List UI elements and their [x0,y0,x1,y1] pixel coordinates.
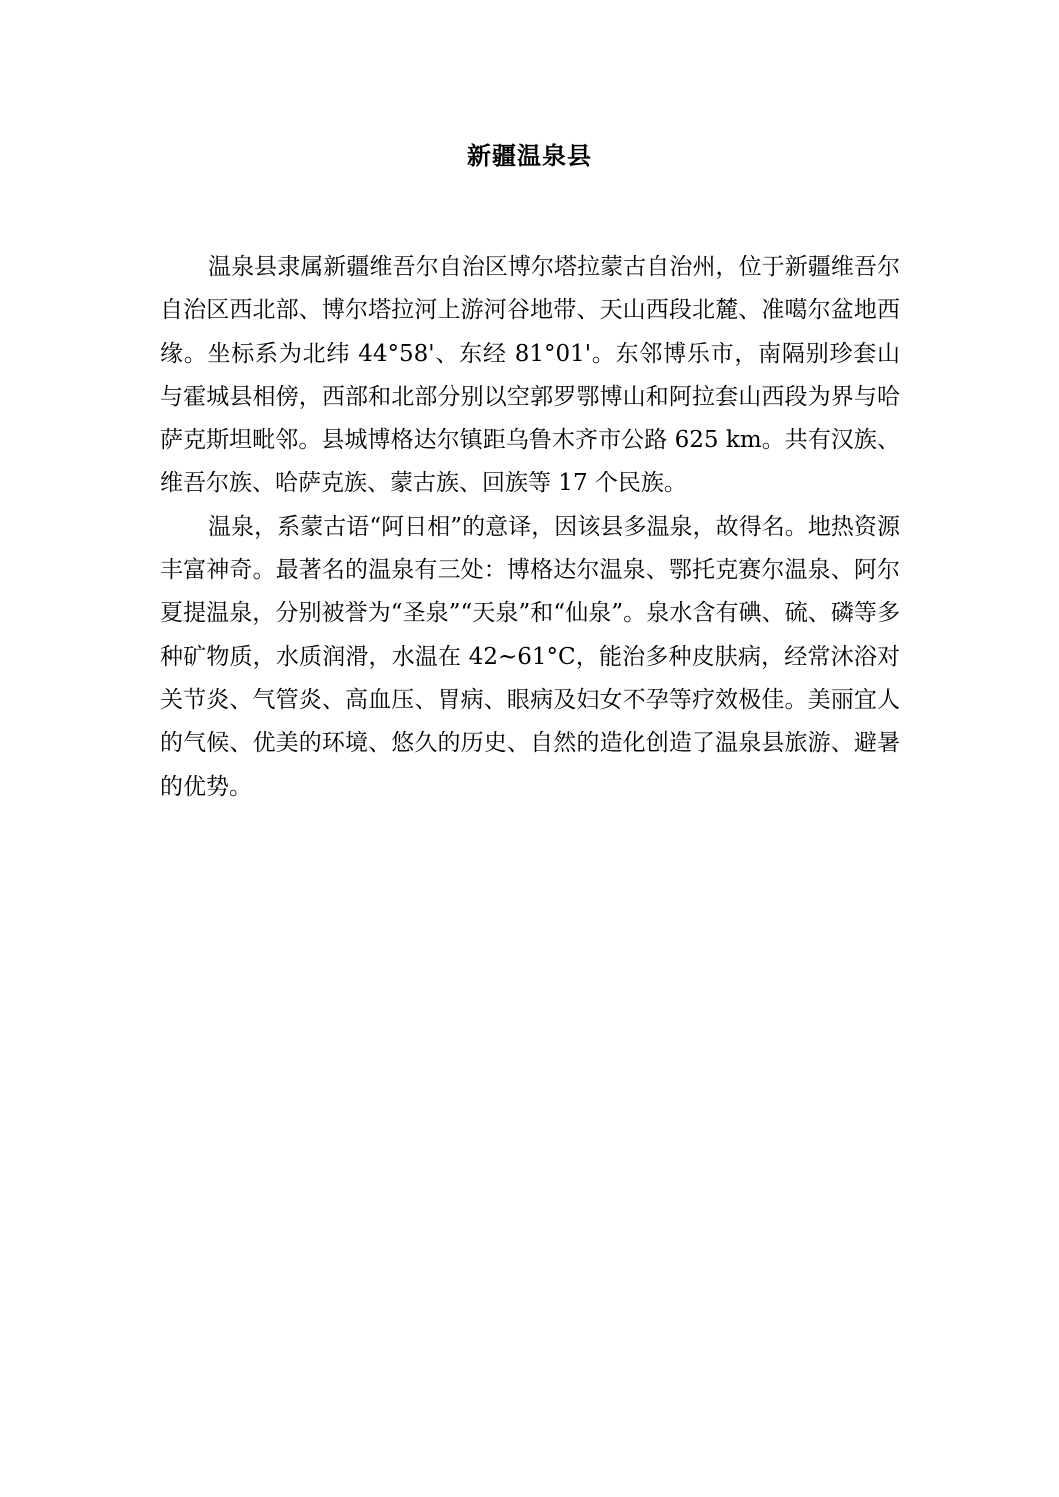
document-title: 新疆温泉县 [467,141,592,170]
document-body [160,246,900,809]
paragraph-hot-springs: 温泉，系蒙古语“阿日相”的意译，因该县多温泉，故得名。地热资源丰富神奇。最著名的温泉有三处：博格达尔温泉、鄂托克赛尔温泉、阿尔夏提温泉，分别被誉为“圣泉”“天泉”和“仙泉”。泉水含有碘、硫、磷等多种矿物质，水质润滑，水温在 42~61°C，能治多种皮肤病，经常沐浴对关节炎、气管炎、高血压、胃病、眼病及妇女不孕等疗效极佳。美丽宜人的气候、优美的环境、悠久的历史、自然的造化创造了温泉县旅游、避暑的优势。 [160,513,900,800]
paragraph-overview: 温泉县隶属新疆维吾尔自治区博尔塔拉蒙古自治州，位于新疆维吾尔自治区西北部、博尔塔拉河上游河谷地带、天山西段北麓、准噶尔盆地西缘。坐标系为北纬 44°58'、东经 81°01'。东邻博乐市，南隔别珍套山与霍城县相傍，西部和北部分别以空郭罗鄂博山和阿拉套山西段为界与哈萨克斯坦毗邻。县城博格达尔镇距乌鲁木齐市公路 625 km。共有汉族、维吾尔族、哈萨克族、蒙古族、回族等 17 个民族。 [160,254,900,497]
